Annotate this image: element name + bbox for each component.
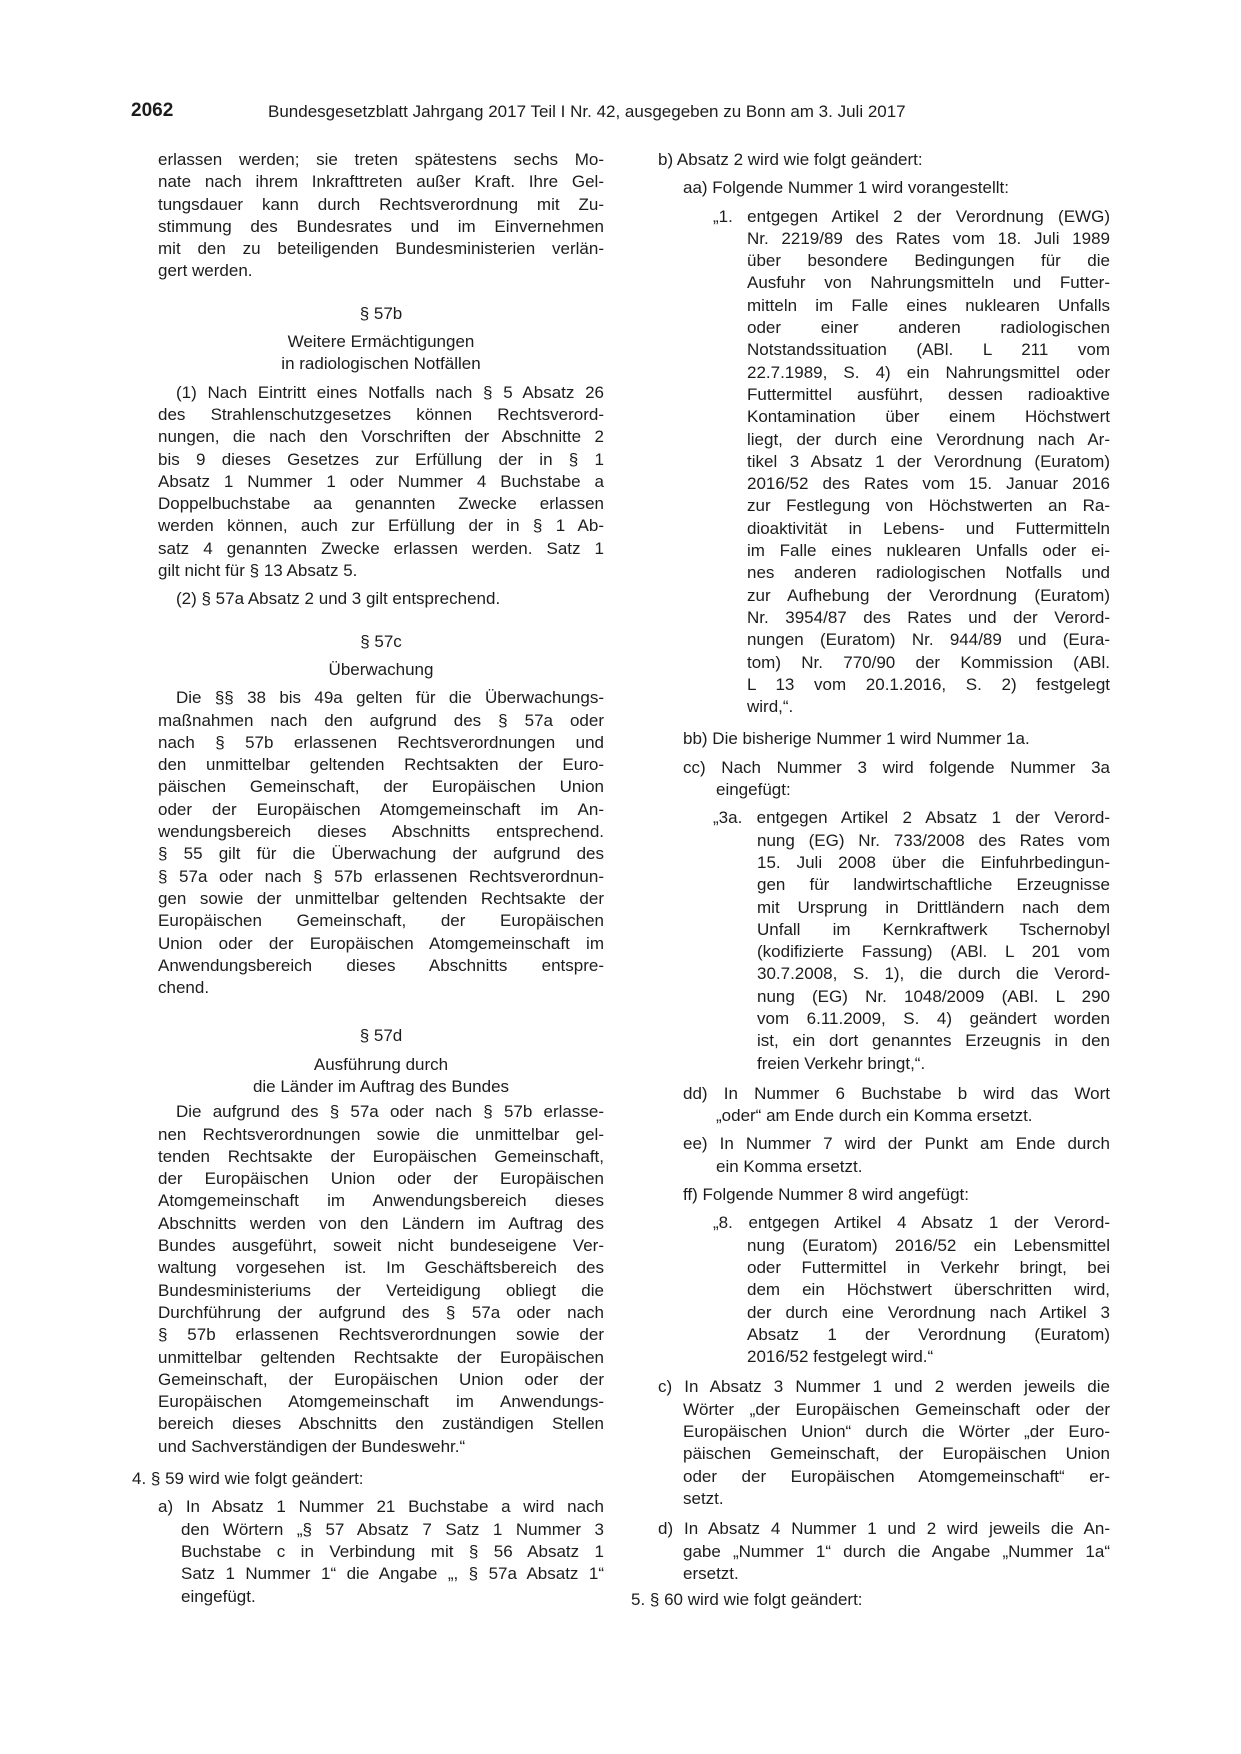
amendment-item-ee: ee) In Nummer 7 wird der Punkt am Ende durch [683, 1134, 1110, 1154]
text-line: Anwendungsbereich dieses Abschnitts entspre- [158, 955, 604, 975]
text-line: der Europäischen Union oder der Europäischen [158, 1169, 604, 1189]
section-57b-paragraph-2: (2) § 57a Absatz 2 und 3 gilt entsprechend. [176, 589, 501, 609]
text-line: 2016/52 festgelegt wird.“ [747, 1347, 934, 1367]
text-line: der durch eine Verordnung nach Artikel 3 [747, 1302, 1110, 1322]
gazette-header: Bundesgesetzblatt Jahrgang 2017 Teil I Nr. 42, ausgegeben zu Bonn am 3. Juli 2017 [268, 102, 906, 121]
text-line: zur Festlegung von Höchstwerten an Ra- [747, 496, 1110, 516]
section-57c-text [158, 687, 604, 999]
text-line: erlassen werden; sie treten spätestens sechs Mo- [158, 150, 604, 169]
text-line: oder der Europäischen Atomgemeinschaft im An- [158, 799, 604, 819]
text-line: Bundes ausgeführt, soweit nicht bundeseigene Ver- [158, 1236, 604, 1256]
text-line: § 57a oder nach § 57b erlassenen Rechtsverordnun- [158, 866, 604, 886]
text-line: maßnahmen nach den aufgrund des § 57a oder [158, 710, 604, 730]
text-line: nes anderen radiologischen Notfalls und [747, 563, 1110, 583]
right-column [631, 149, 1110, 1611]
text-line: Nr. 2219/89 des Rates vom 18. Juli 1989 [747, 228, 1110, 248]
section-57b-paragraph-1 [158, 382, 604, 583]
text-line: nung (EG) Nr. 1048/2009 (ABl. L 290 [757, 986, 1110, 1006]
text-line: § 57b erlassenen Rechtsverordnungen sowie der [158, 1325, 604, 1345]
text-line: (1) Nach Eintritt eines Notfalls nach § 5 Absatz 26 [176, 382, 604, 402]
text-line: nung (EG) Nr. 733/2008 des Rates vom [757, 830, 1110, 850]
text-line: Notstandssituation (ABl. L 211 vom [747, 340, 1110, 360]
text-line: „3a. entgegen Artikel 2 Absatz 1 der Verord- [713, 808, 1110, 828]
text-line: nungen (Euratom) Nr. 944/89 und (Eura- [747, 630, 1110, 650]
text-line: nen Rechtsverordnungen sowie die unmittelbar gel- [158, 1124, 604, 1144]
text-line: nungen, die nach den Vorschriften der Abschnitte 2 [158, 427, 604, 447]
text-line: 22.7.1989, S. 4) ein Nahrungsmittel oder [747, 362, 1110, 382]
amendment-item-4a [158, 1496, 604, 1607]
amendment-item-cc: cc) Nach Nummer 3 wird folgende Nummer 3a [683, 757, 1110, 777]
text-line: Die aufgrund des § 57a oder nach § 57b erlasse- [176, 1102, 604, 1122]
text-line: Absatz 1 Nummer 1 oder Nummer 4 Buchstabe a [158, 471, 604, 491]
text-line: oder der Europäischen Atomgemeinschaft“ er- [683, 1466, 1110, 1486]
text-line: § 55 gilt für die Überwachung der aufgrund des [158, 844, 604, 864]
amendment-item-d [658, 1518, 1110, 1585]
section-title-57d: die Länder im Auftrag des Bundes [252, 1076, 510, 1096]
text-line: Futtermittel ausführt, dessen radioaktive [747, 384, 1110, 404]
intro-paragraph [158, 149, 604, 283]
text-line: gilt nicht für § 13 Absatz 5. [158, 561, 358, 581]
text-line: Ausfuhr von Nahrungsmitteln und Futter- [747, 273, 1110, 293]
amendment-item-ee: ein Komma ersetzt. [716, 1156, 863, 1176]
text-line: Atomgemeinschaft im Anwendungsbereich dieses [158, 1191, 604, 1211]
text-line: wird,“. [747, 697, 794, 717]
text-line: bereich dieses Abschnitts den zuständigen Stellen [158, 1414, 604, 1434]
new-number-8 [658, 1212, 1110, 1368]
text-line: eingefügt. [181, 1586, 256, 1606]
amendment-item-aa: aa) Folgende Nummer 1 wird vorangestellt: [683, 178, 1009, 198]
new-number-1 [658, 206, 1110, 719]
text-line: Doppelbuchstabe aa genannten Zwecke erlassen [158, 494, 604, 514]
amendment-item-cc: eingefügt: [716, 780, 791, 800]
text-line: bis 9 dieses Gesetzes zur Erfüllung der in § 1 [158, 449, 604, 469]
text-line: Satz 1 Nummer 1“ die Angabe „, § 57a Absatz 1“ [181, 1564, 604, 1584]
text-line: Nr. 3954/87 des Rates und der Verord- [747, 607, 1110, 627]
text-line: Kontamination über einem Höchstwert [747, 407, 1110, 427]
text-line: nate nach ihrem Inkrafttreten außer Kraft. Ihre Gel- [158, 172, 604, 192]
text-line: mitteln im Falle eines nuklearen Unfalls [747, 295, 1110, 315]
text-line: Unfall im Kernkraftwerk Tschernobyl [757, 919, 1110, 939]
text-line: dem ein Höchstwert überschritten wird, [747, 1280, 1110, 1300]
amendment-item-c [658, 1376, 1110, 1510]
left-column [132, 149, 604, 1608]
text-line: gen für landwirtschaftliche Erzeugnisse [757, 875, 1110, 895]
text-line: päischen Gemeinschaft, der Europäischen Union [683, 1444, 1110, 1464]
section-number-57b: § 57b [359, 303, 403, 323]
text-line: oder einer anderen radiologischen [747, 318, 1110, 338]
text-line: gen sowie der unmittelbar geltenden Rechtsakte der [158, 888, 604, 908]
text-line: mit Ursprung in Drittländern nach dem [757, 897, 1110, 917]
text-line: d) In Absatz 4 Nummer 1 und 2 wird jeweils die An- [658, 1519, 1110, 1539]
section-title-57b: in radiologischen Notfällen [281, 354, 481, 374]
text-line: „8. entgegen Artikel 4 Absatz 1 der Verord- [713, 1213, 1110, 1233]
page-number: 2062 [131, 100, 174, 121]
text-line: Gemeinschaft, der Europäischen Union oder der [158, 1369, 604, 1389]
text-line: den Wörtern „§ 57 Absatz 7 Satz 1 Nummer 3 [181, 1519, 604, 1539]
text-line: tungsdauer kann durch Rechtsverordnung mit Zu- [158, 194, 604, 214]
text-line: gabe „Nummer 1“ durch die Angabe „Nummer 1a“ [683, 1541, 1110, 1561]
text-line: werden können, auch zur Erfüllung der in § 1 Ab- [158, 516, 604, 536]
text-line: vom 6.11.2009, S. 4) geändert worden [757, 1008, 1110, 1028]
text-line: Bundesministeriums der Verteidigung obliegt die [158, 1280, 604, 1300]
text-line: stimmung des Bundesrates und im Einvernehmen [158, 216, 604, 236]
text-line: Die §§ 38 bis 49a gelten für die Überwachungs- [176, 688, 604, 708]
amendment-item-dd: dd) In Nummer 6 Buchstabe b wird das Wort [683, 1083, 1110, 1103]
text-line: 15. Juli 2008 über die Einfuhrbedingun- [757, 852, 1110, 872]
text-line: Union oder der Europäischen Atomgemeinschaft im [158, 933, 604, 953]
section-title-57d: Ausführung durch [313, 1054, 449, 1074]
text-line: tom) Nr. 770/90 der Kommission (ABl. [747, 652, 1110, 672]
text-line: ist, ein dort genanntes Erzeugnis in den [757, 1031, 1110, 1051]
section-number-57d: § 57d [359, 1026, 403, 1046]
text-line: liegt, der durch eine Verordnung nach Ar- [747, 429, 1110, 449]
text-line: Absatz 1 der Verordnung (Euratom) [747, 1324, 1110, 1344]
text-line: gert werden. [158, 261, 253, 281]
text-line: Abschnitts werden von den Ländern im Auftrag des [158, 1213, 604, 1233]
text-line: a) In Absatz 1 Nummer 21 Buchstabe a wird nach [158, 1497, 604, 1517]
text-line: päischen Gemeinschaft, der Europäischen Union [158, 777, 604, 797]
section-number-57c: § 57c [360, 631, 402, 651]
text-line: ersetzt. [683, 1563, 739, 1583]
text-line: L 13 vom 20.1.2016, S. 2) festgelegt [747, 674, 1110, 694]
amendment-item-bb: bb) Die bisherige Nummer 1 wird Nummer 1a. [683, 729, 1030, 749]
text-line: satz 4 genannten Zwecke erlassen werden. Satz 1 [158, 538, 604, 558]
amendment-item-b: b) Absatz 2 wird wie folgt geändert: [658, 150, 923, 169]
text-line: und Sachverständigen der Bundeswehr.“ [158, 1436, 466, 1456]
text-line: c) In Absatz 3 Nummer 1 und 2 werden jeweils die [658, 1377, 1110, 1397]
text-line: Buchstabe c in Verbindung mit § 56 Absatz 1 [181, 1541, 604, 1561]
text-line: tenden Rechtsakte der Europäischen Gemeinschaft, [158, 1146, 604, 1166]
text-line: unmittelbar geltenden Rechtsakte der Europäischen [158, 1347, 604, 1367]
text-line: Europäischen Gemeinschaft, der Europäischen [158, 911, 604, 931]
amendment-item-5: 5. § 60 wird wie folgt geändert: [631, 1590, 863, 1610]
text-line: nach § 57b erlassenen Rechtsverordnungen und [158, 732, 604, 752]
text-line: Durchführung der aufgrund des § 57a oder nach [158, 1302, 604, 1322]
text-line: (kodifizierte Fassung) (ABl. L 201 vom [757, 942, 1110, 962]
text-line: tikel 3 Absatz 1 der Verordnung (Euratom) [747, 451, 1110, 471]
text-line: mit den zu beteiligenden Bundesministerien verlän- [158, 239, 604, 259]
text-line: Europäischen Union“ durch die Wörter „der Euro- [683, 1422, 1110, 1442]
text-line: freien Verkehr bringt,“. [757, 1053, 926, 1073]
text-line: dioaktivität in Lebens- und Futtermitteln [747, 518, 1110, 538]
text-line: im Falle eines nuklearen Unfalls oder ei- [747, 541, 1110, 561]
text-line: des Strahlenschutzgesetzes können Rechtsverord- [158, 404, 604, 424]
text-line: setzt. [683, 1488, 724, 1508]
text-line: „1. entgegen Artikel 2 der Verordnung (EWG) [713, 206, 1110, 226]
text-line: 30.7.2008, S. 1), die durch die Verord- [757, 964, 1110, 984]
text-line: waltung vorgesehen ist. Im Geschäftsbereich des [158, 1258, 604, 1278]
section-title-57c: Überwachung [328, 659, 434, 679]
text-line: Wörter „der Europäischen Gemeinschaft oder der [683, 1399, 1110, 1419]
text-line: den unmittelbar geltenden Rechtsakten der Euro- [158, 755, 604, 775]
text-line: zur Aufhebung der Verordnung (Euratom) [747, 585, 1110, 605]
amendment-item-dd: „oder“ am Ende durch ein Komma ersetzt. [716, 1106, 1033, 1126]
section-title-57b: Weitere Ermächtigungen [287, 332, 475, 352]
new-number-3a [658, 807, 1110, 1075]
text-line: 2016/52 des Rates vom 15. Januar 2016 [747, 474, 1110, 494]
text-line: oder Futtermittel in Verkehr bringt, bei [747, 1257, 1110, 1277]
amendment-item-4: 4. § 59 wird wie folgt geändert: [132, 1469, 364, 1489]
amendment-item-ff: ff) Folgende Nummer 8 wird angefügt: [683, 1185, 969, 1205]
section-57d-text [158, 1101, 604, 1458]
text-line: chend. [158, 978, 210, 998]
text-line: Europäischen Atomgemeinschaft im Anwendungs- [158, 1392, 604, 1412]
text-line: wendungsbereich dieses Abschnitts entsprechend. [158, 822, 604, 842]
text-line: über besondere Bedingungen für die [747, 251, 1110, 271]
text-line: nung (Euratom) 2016/52 ein Lebensmittel [747, 1235, 1110, 1255]
